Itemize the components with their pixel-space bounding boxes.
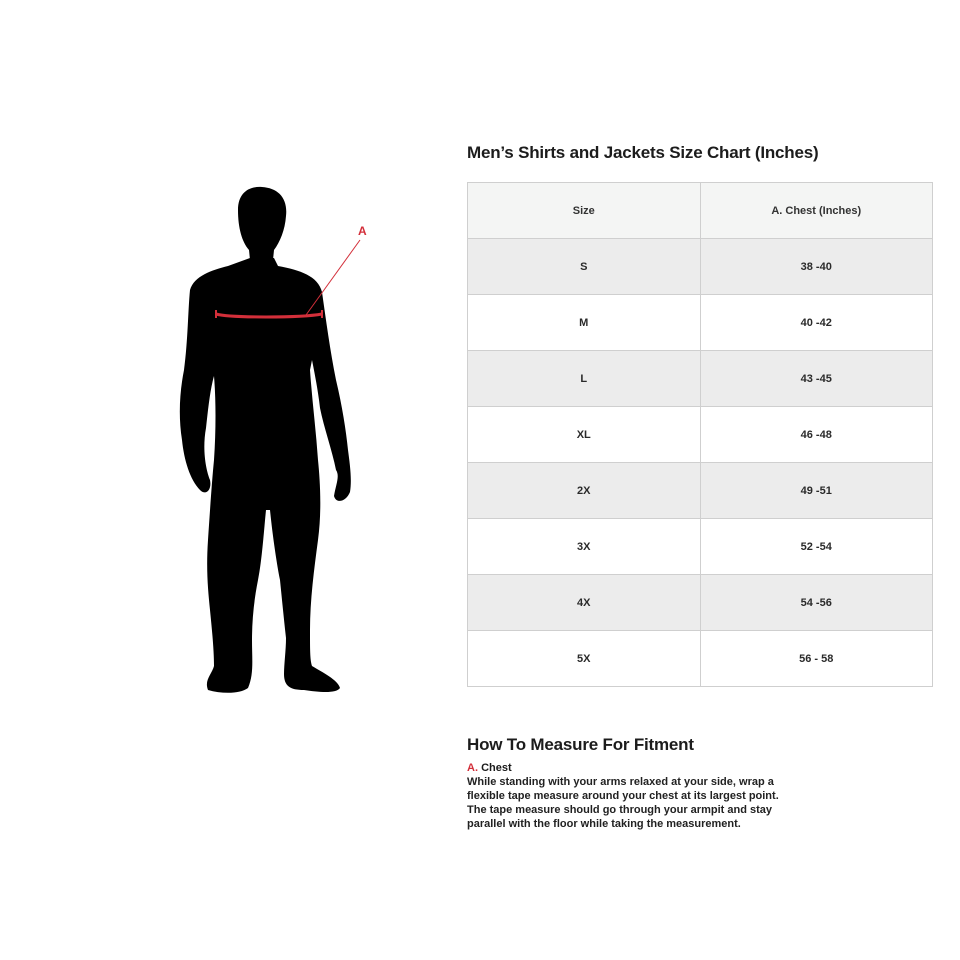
chest-cell: 49 -51	[700, 463, 933, 519]
header-size: Size	[468, 183, 701, 239]
size-chart-title: Men’s Shirts and Jackets Size Chart (Inches)	[467, 143, 819, 162]
silhouette-svg	[150, 180, 380, 700]
body-silhouette-figure	[150, 180, 380, 700]
measure-letter: A.	[467, 762, 478, 774]
table-row	[468, 631, 933, 687]
table-row	[468, 463, 933, 519]
size-cell: S	[468, 239, 701, 295]
table-header-row	[468, 183, 933, 239]
chest-cell: 40 -42	[700, 295, 933, 351]
chest-measure-heading	[467, 761, 787, 775]
table-row	[468, 575, 933, 631]
size-cell: 3X	[468, 519, 701, 575]
how-to-measure-title: How To Measure For Fitment	[467, 735, 694, 754]
chest-cell: 38 -40	[700, 239, 933, 295]
size-cell: 5X	[468, 631, 701, 687]
instruction-line: flexible tape measure around your chest at its largest point.	[467, 790, 779, 802]
measure-name: Chest	[481, 762, 512, 774]
size-cell: M	[468, 295, 701, 351]
instruction-line: While standing with your arms relaxed at your side, wrap a	[467, 776, 774, 788]
table-row	[468, 295, 933, 351]
chest-cell: 54 -56	[700, 575, 933, 631]
chest-cell: 56 - 58	[700, 631, 933, 687]
header-chest: A. Chest (Inches)	[700, 183, 933, 239]
table-row	[468, 239, 933, 295]
size-cell: 2X	[468, 463, 701, 519]
person-silhouette	[180, 187, 351, 693]
size-chart-table	[467, 182, 933, 687]
size-cell: 4X	[468, 575, 701, 631]
instruction-line: The tape measure should go through your armpit and stay	[467, 804, 772, 816]
chest-marker-label: A	[358, 224, 367, 238]
how-to-measure-section	[467, 735, 787, 831]
table-row	[468, 407, 933, 463]
chest-cell: 46 -48	[700, 407, 933, 463]
chest-cell: 43 -45	[700, 351, 933, 407]
table-row	[468, 519, 933, 575]
table-row	[468, 351, 933, 407]
size-cell: L	[468, 351, 701, 407]
size-cell: XL	[468, 407, 701, 463]
chest-cell: 52 -54	[700, 519, 933, 575]
instruction-line: parallel with the floor while taking the measurement.	[467, 818, 741, 830]
